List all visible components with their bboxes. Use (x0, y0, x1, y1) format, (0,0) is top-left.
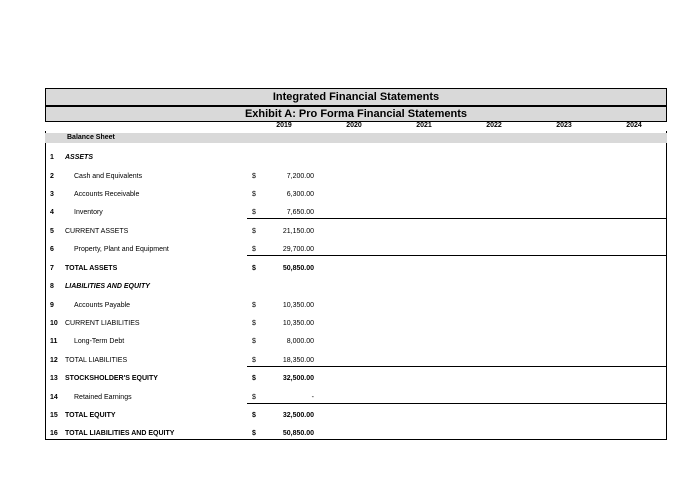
row-label: TOTAL LIABILITIES AND EQUITY (65, 430, 175, 437)
balance-sheet-header (45, 133, 667, 143)
row-label: Retained Earnings (74, 394, 132, 401)
year-header: 2019 (276, 122, 292, 129)
row-label: Accounts Payable (74, 302, 131, 309)
exhibit-subtitle: Exhibit A: Pro Forma Financial Statements (45, 106, 667, 122)
row-number: 8 (50, 283, 54, 290)
table-row (45, 355, 667, 367)
row-label: Inventory (74, 209, 103, 216)
section-title: Balance Sheet (67, 134, 115, 141)
row-number: 15 (50, 412, 58, 419)
row-number: 2 (50, 173, 54, 180)
row-value-2019: 6,300.00 (286, 191, 314, 198)
table-row (45, 410, 667, 422)
row-label: Property, Plant and Equipment (74, 246, 169, 253)
row-label: STOCKSHOLDER'S EQUITY (65, 375, 158, 382)
table-row (45, 336, 667, 348)
currency-symbol: $ (252, 228, 256, 235)
row-value-2019: - (311, 394, 314, 401)
row-label: Long-Term Debt (74, 338, 125, 345)
subtotal-underline (247, 255, 667, 256)
row-value-2019: 8,000.00 (286, 338, 314, 345)
table-row (45, 392, 667, 404)
currency-symbol: $ (252, 412, 256, 419)
table-row (45, 318, 667, 330)
year-header: 2023 (556, 122, 572, 129)
currency-symbol: $ (252, 265, 256, 272)
row-number: 13 (50, 375, 58, 382)
year-header: 2021 (416, 122, 432, 129)
row-label: CURRENT ASSETS (65, 228, 129, 235)
currency-symbol: $ (252, 173, 256, 180)
row-label: LIABILITIES AND EQUITY (65, 283, 150, 290)
row-value-2019: 10,350.00 (282, 302, 314, 309)
row-label: ASSETS (65, 154, 94, 161)
subtotal-underline (247, 366, 667, 367)
row-label: TOTAL ASSETS (65, 265, 118, 272)
row-number: 5 (50, 228, 54, 235)
row-label: TOTAL LIABILITIES (65, 357, 128, 364)
currency-symbol: $ (252, 246, 256, 253)
table-row (45, 300, 667, 312)
table-row (45, 263, 667, 275)
row-number: 6 (50, 246, 54, 253)
row-number: 1 (50, 154, 54, 161)
row-number: 14 (50, 394, 58, 401)
row-number: 7 (50, 265, 54, 272)
row-value-2019: 18,350.00 (282, 357, 314, 364)
row-number: 9 (50, 302, 54, 309)
currency-symbol: $ (252, 302, 256, 309)
currency-symbol: $ (252, 357, 256, 364)
table-row (45, 152, 667, 164)
row-number: 10 (50, 320, 58, 327)
row-value-2019: 32,500.00 (282, 375, 314, 382)
row-value-2019: 7,650.00 (286, 209, 314, 216)
currency-symbol: $ (252, 191, 256, 198)
row-label: TOTAL EQUITY (65, 412, 116, 419)
currency-symbol: $ (252, 320, 256, 327)
currency-symbol: $ (252, 375, 256, 382)
currency-symbol: $ (252, 338, 256, 345)
row-label: Cash and Equivalents (74, 173, 143, 180)
row-label: Accounts Receivable (74, 191, 140, 198)
row-number: 11 (50, 338, 58, 345)
statement-title: Integrated Financial Statements (45, 88, 667, 106)
table-row (45, 189, 667, 201)
table-row (45, 171, 667, 183)
currency-symbol: $ (252, 209, 256, 216)
row-value-2019: 50,850.00 (282, 265, 314, 272)
currency-symbol: $ (252, 430, 256, 437)
row-value-2019: 10,350.00 (282, 320, 314, 327)
row-value-2019: 50,850.00 (282, 430, 314, 437)
year-header: 2024 (626, 122, 642, 129)
row-value-2019: 21,150.00 (282, 228, 314, 235)
row-number: 3 (50, 191, 54, 198)
table-row (45, 428, 667, 440)
table-row (45, 207, 667, 219)
row-value-2019: 7,200.00 (286, 173, 314, 180)
row-value-2019: 32,500.00 (282, 412, 314, 419)
currency-symbol: $ (252, 394, 256, 401)
subtotal-underline (247, 403, 667, 404)
subtotal-underline (247, 218, 667, 219)
year-header: 2020 (346, 122, 362, 129)
table-row (45, 281, 667, 293)
row-number: 4 (50, 209, 54, 216)
table-row (45, 373, 667, 385)
row-label: CURRENT LIABILITIES (65, 320, 140, 327)
year-header: 2022 (486, 122, 502, 129)
year-header-row (45, 121, 667, 131)
row-value-2019: 29,700.00 (282, 246, 314, 253)
row-number: 12 (50, 357, 58, 364)
row-number: 16 (50, 430, 58, 437)
table-row (45, 244, 667, 256)
table-row (45, 226, 667, 238)
